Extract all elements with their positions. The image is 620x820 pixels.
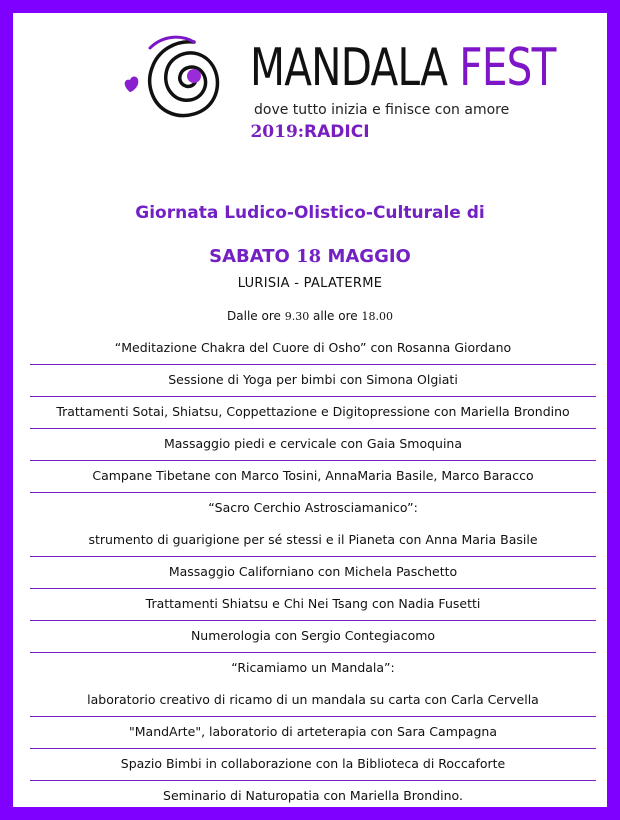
- program-item: Sessione di Yoga per bimbi con Simona Olgiati: [30, 364, 596, 397]
- program-item: "MandArte", laboratorio di arteterapia con Sara Campagna: [30, 716, 596, 749]
- program-item: Trattamenti Shiatsu e Chi Nei Tsang con Nadia Fusetti: [30, 588, 596, 621]
- program-item: “Sacro Cerchio Astrosciamanico”:: [208, 500, 418, 515]
- program-item: Trattamenti Sotai, Shiatsu, Coppettazione e Digitopressione con Mariella Brondino: [30, 396, 596, 429]
- program-item: strumento di guarigione per sé stessi e il Pianeta con Anna Maria Basile: [30, 524, 596, 557]
- program-item: Spazio Bimbi in collaborazione con la Biblioteca di Roccaforte: [30, 748, 596, 781]
- program-item: Massaggio piedi e cervicale con Gaia Smoquina: [30, 428, 596, 461]
- program-item: “Meditazione Chakra del Cuore di Osho” con Rosanna Giordano: [30, 332, 596, 365]
- event-venue: LURISIA - PALATERME: [237, 276, 383, 291]
- brand-tagline: dove tutto inizia e finisce con amore: [254, 102, 510, 118]
- program-item: Massaggio Californiano con Michela Paschetto: [30, 556, 596, 589]
- event-date: SABATO 18 MAGGIO: [209, 246, 411, 267]
- edition-title: 2019:RADICI: [250, 122, 370, 142]
- brand-name: MANDALA FEST: [250, 38, 556, 98]
- event-headline: Giornata Ludico-Olistico-Culturale di: [135, 203, 485, 223]
- program-item: Seminario di Naturopatia con Mariella Brondino.: [163, 788, 463, 803]
- program-item: Campane Tibetane con Marco Tosini, AnnaMaria Basile, Marco Baracco: [30, 460, 596, 493]
- program-item: Numerologia con Sergio Contegiacomo: [30, 620, 596, 653]
- program-item: laboratorio creativo di ricamo di un mandala su carta con Carla Cervella: [30, 684, 596, 717]
- program-item: “Ricamiamo un Mandala”:: [231, 660, 395, 675]
- event-hours: Dalle ore 9.30 alle ore 18.00: [227, 309, 393, 323]
